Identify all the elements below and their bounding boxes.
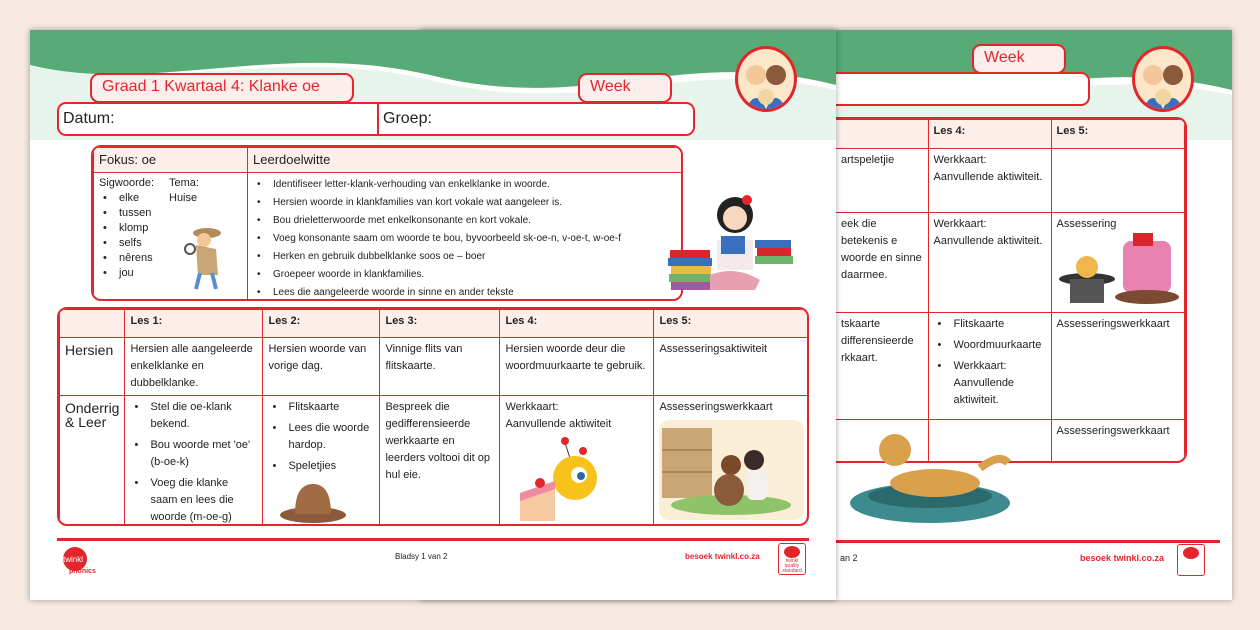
sight-word: • elke xyxy=(99,191,242,206)
quality-badge-icon xyxy=(1177,544,1205,576)
sight-word: • jou xyxy=(99,266,242,281)
cell: Assesseringswerkkaart xyxy=(1051,313,1185,420)
sight-words-label: Sigwoorde: xyxy=(99,177,155,189)
cell: Assesseringsaktiwiteit xyxy=(654,338,809,396)
sight-word: • klomp xyxy=(99,221,242,236)
objectives-header: Leerdoelwitte xyxy=(248,148,684,173)
footer-line xyxy=(57,538,809,541)
cell: • Flitskaarte • Woordmuurkaarte • Werkkaart: Aanvullende aktiwiteit. xyxy=(928,313,1051,420)
header-les-3: Les 3: xyxy=(380,310,500,338)
datum-groep-bar xyxy=(57,102,695,136)
cell: Hersien woorde deur die woordmuurkaarte te gebruik. xyxy=(500,338,654,396)
week-field[interactable] xyxy=(972,44,1066,74)
hat-illustration xyxy=(278,479,348,524)
sight-word: • nêrens xyxy=(99,251,242,266)
objective-item: • Herken en gebruik dubbelklanke soos oe – boer xyxy=(253,248,679,265)
children-avatar-icon xyxy=(1132,46,1194,112)
cell: Werkkaart: Aanvullende aktiwiteit xyxy=(500,396,654,527)
cell: Vinnige flits van flitskaarte. xyxy=(380,338,500,396)
group-label: Groep: xyxy=(383,110,432,127)
dog-on-bed-illustration xyxy=(840,428,1020,528)
girl-reading-illustration xyxy=(665,180,805,300)
cell xyxy=(125,396,263,527)
list-item: • Stel die oe-klank bekend. xyxy=(130,399,257,433)
list-item: • Bou woorde met 'oe' (b-oe-k) xyxy=(130,437,257,471)
cell xyxy=(1051,149,1185,213)
lesson-table-page2 xyxy=(836,117,1187,463)
page-number: an 2 xyxy=(840,553,858,563)
detective-illustration xyxy=(182,223,232,293)
twinkl-phonics-logo xyxy=(57,545,101,577)
focus-cell xyxy=(94,173,248,302)
focus-header: Fokus: oe xyxy=(94,148,248,173)
cell: Assessering xyxy=(1051,213,1185,313)
cell: tskaarte differensieerde rkkaart. xyxy=(836,313,928,420)
page-number: Bladsy 1 van 2 xyxy=(395,552,448,561)
twinkl-link[interactable]: besoek twinkl.co.za xyxy=(1080,553,1165,563)
twinkl-link[interactable]: besoek twinkl.co.za xyxy=(685,552,760,561)
objective-item: • Bou drieletterwoorde met enkelkonsonante en kort vokale. xyxy=(253,212,679,229)
children-avatar-icon xyxy=(735,46,797,112)
datum-groep-bar[interactable] xyxy=(836,72,1090,106)
header-les-2: Les 2: xyxy=(263,310,380,338)
row-label-onderrig: Onderrig & Leer xyxy=(60,396,125,527)
child-with-teddy-illustration xyxy=(659,420,804,520)
cell xyxy=(263,396,380,527)
quality-badge-icon xyxy=(778,543,806,575)
week-field[interactable] xyxy=(578,73,672,103)
group-field[interactable] xyxy=(379,104,436,134)
objectives-cell xyxy=(248,173,684,302)
date-label: Datum: xyxy=(63,110,115,127)
list-item: • Speletjies xyxy=(268,458,374,475)
objective-item: • Voeg konsonante saam om woorde te bou, byvoorbeeld sk-oe-n, v-oe-t, w-oe-f xyxy=(253,230,679,247)
quality-badge-text: twinkl quality standard xyxy=(782,558,802,574)
cell: Werkkaart: Aanvullende aktiwiteit. xyxy=(928,213,1051,313)
header-les-4: Les 4: xyxy=(928,120,1051,149)
cell: Werkkaart: Aanvullende aktiwiteit. xyxy=(928,149,1051,213)
page-title: Graad 1 Kwartaal 4: Klanke oe xyxy=(102,78,320,95)
cell: Hersien woorde van vorige dag. xyxy=(263,338,380,396)
lesson-table xyxy=(57,307,809,526)
sight-word: • tussen xyxy=(99,206,242,221)
list-item: • Voeg die klanke saam en lees die woorde (m-oe-g) xyxy=(130,475,257,526)
header-les-5: Les 5: xyxy=(654,310,809,338)
cell: Assesseringswerkkaart xyxy=(1051,420,1185,464)
svg-text:twinkl: twinkl xyxy=(63,555,84,564)
theme-label: Tema: xyxy=(169,177,199,189)
header-les-1: Les 1: xyxy=(125,310,263,338)
objective-item: • Hersien woorde in klankfamilies van kort vokale wat aangeleer is. xyxy=(253,194,679,211)
objective-item: • Identifiseer letter-klank-verhouding van enkelklanke in woorde. xyxy=(253,176,679,193)
week-label: Week xyxy=(590,78,631,95)
title-field xyxy=(90,73,354,103)
svg-text:phonics: phonics xyxy=(69,568,96,575)
page-1 xyxy=(30,30,836,600)
header-les-4: Les 4: xyxy=(500,310,654,338)
list-item: • Flitskaarte xyxy=(268,399,374,416)
list-item: • Lees die woorde hardop. xyxy=(268,420,374,454)
row-label-hersien: Hersien xyxy=(60,338,125,396)
cell: Assesseringswerkkaart xyxy=(654,396,809,527)
cell: artspeletjie xyxy=(836,149,928,213)
week-label: Week xyxy=(984,49,1025,66)
objective-item: • Lees die aangeleerde woorde in sinne en ander tekste xyxy=(253,284,679,301)
cell: Hersien alle aangeleerde enkelklanke en dubbelklanke. xyxy=(125,338,263,396)
monster-cake-illustration xyxy=(515,433,615,523)
focus-objectives-table xyxy=(91,145,683,301)
cell: Bespreek die gedifferensieerde werkkaarte en leerders voltooi dit op hul eie. xyxy=(380,396,500,527)
date-field[interactable] xyxy=(59,104,379,134)
cat-in-hat-cake-illustration xyxy=(1057,233,1179,307)
sight-word: • selfs xyxy=(99,236,242,251)
objective-item: • Groepeer woorde in klankfamilies. xyxy=(253,266,679,283)
theme-value: Huise xyxy=(169,192,198,204)
cell: eek die betekenis e woorde en sinne daarmee. xyxy=(836,213,928,313)
header-les-5: Les 5: xyxy=(1051,120,1185,149)
